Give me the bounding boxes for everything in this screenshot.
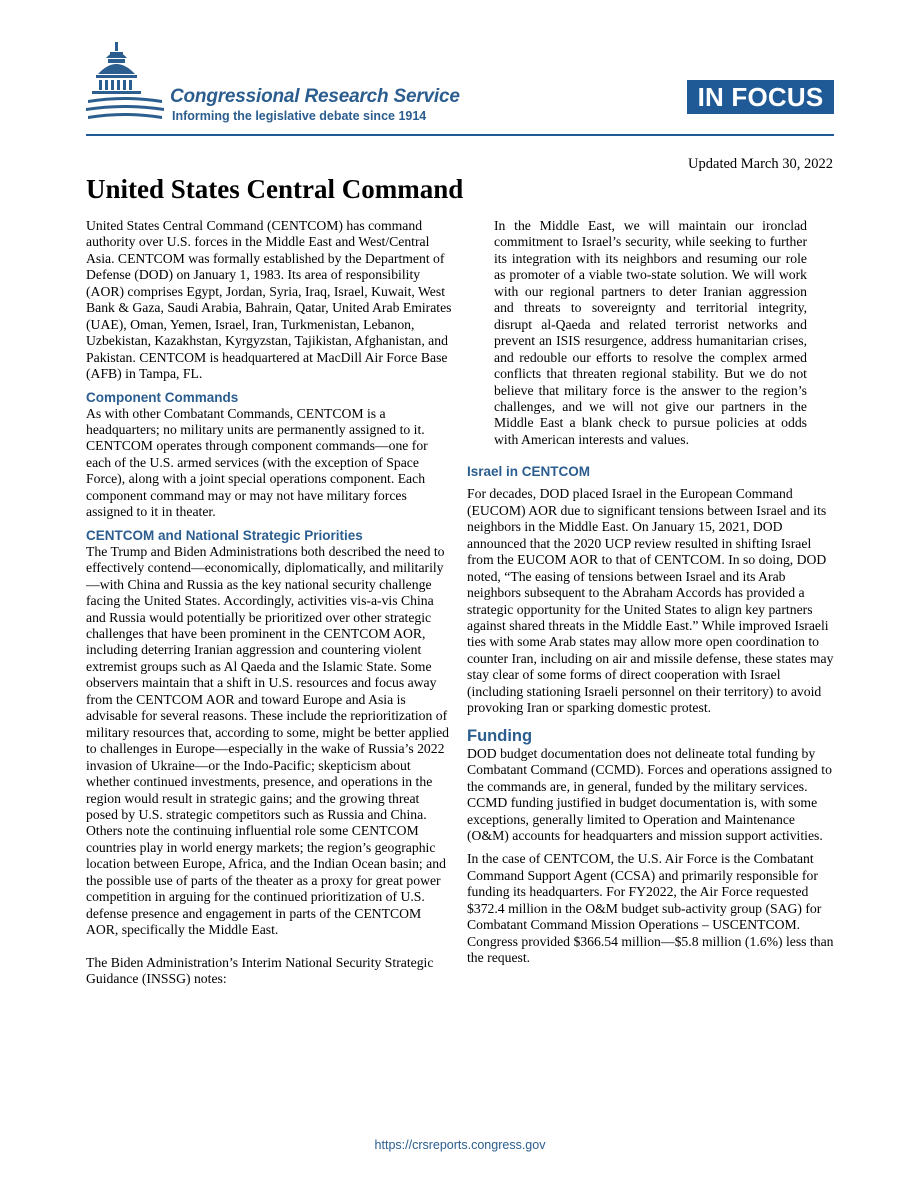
- inssg-quote: In the Middle East, we will maintain our ironclad commitment to Israel’s security, while seeking to further its integration with its neighbors and resuming our role as promoter of a viable two-state solution. We will work with our regional partners to deter Iranian aggression and threats to sovereignty and territorial integrity, disrupt al-Qaeda and related terrorist networks and prevent an ISIS resurgence, address humanitarian crises, and redouble our efforts to resolve the complex armed conflicts that threaten regional stability. But we do not believe that military force is the answer to the region’s challenges, and we will not give our partners in the Middle East a blank check to pursue policies at odds with American interests and values.: [494, 218, 807, 447]
- updated-date: Updated March 30, 2022: [688, 156, 833, 172]
- priorities-heading: CENTCOM and National Strategic Priorities: [86, 527, 363, 543]
- israel-paragraph: For decades, DOD placed Israel in the European Command (EUCOM) AOR due to significant tensions between Israel and its neighbors in the Middle East. On January 15, 2021, DOD announced that the 2020 UCP review resulted in shifting Israel from the EUCOM AOR to that of CENTCOM. In so doing, DOD noted, “The easing of tensions between Israel and its Arab neighbors subsequent to the Abraham Accords has provided a strategic opportunity for the United States to align key partners against shared threats in the Middle East.” While improved Israeli ties with some Arab states may allow more open coordination to counter Iran, including on air and missile defense, these states may stay clear of some forms of direct cooperation with Israel (including stationing Israeli personnel on their territory) to avoid provoking Iran or sparking domestic protest.: [467, 486, 834, 716]
- funding-paragraph-1: DOD budget documentation does not delineate total funding by Combatant Command (CCMD). Forces and operations assigned to the commands are, in general, funded by the military services. CCMD funding justified in budget documentation is, with some exceptions, generally limited to Operation and Maintenance (O&M) accounts for headquarters and mission support activities.: [467, 745, 832, 843]
- organization-tagline: Informing the legislative debate since 1914: [172, 109, 427, 123]
- footer-url-link[interactable]: https://crsreports.congress.gov: [374, 1138, 546, 1152]
- header-divider: [86, 134, 834, 136]
- series-badge: IN FOCUS: [687, 80, 834, 114]
- component-commands-paragraph: As with other Combatant Commands, CENTCOM is a headquarters; no military units are permanently assigned to it. CENTCOM operates through component commands—one for each of the U.S. armed services (with the exception of Space Force), along with a joint special operations component. Each component command may or may not have military forces assigned to it in theater.: [86, 405, 428, 520]
- right-column: [467, 218, 835, 967]
- inssg-intro-paragraph: The Biden Administration’s Interim National Security Strategic Guidance (INSSG) notes:: [86, 954, 434, 987]
- page-title: United States Central Command: [86, 174, 464, 204]
- israel-heading: Israel in CENTCOM: [467, 464, 591, 480]
- funding-heading: Funding: [467, 726, 533, 745]
- left-column: [86, 218, 452, 987]
- priorities-paragraph: The Trump and Biden Administrations both described the need to effectively contend—economically, diplomatically, and militarily—with China and Russia as the key national security challenge facing the United States. Accordingly, activities vis-a-vis China and Russia would potentially be prioritized over other strategic challenges that have been prominent in the CENTCOM AOR, including deterring Iranian aggression and countering violent extremist groups such as Al Qaeda and the Islamic State. Some observers maintain that a shift in U.S. resources and focus away from the CENTCOM AOR and toward Europe and Asia is advisable for several reasons. These include the reprioritization of military resources that, according to some, might be better applied to challenges in Europe—especially in the wake of Russia’s 2022 invasion of Ukraine—or the Indo-Pacific; skepticism about whether continued investments, presence, and operations in the region would result in strategic gains; and the growing threat posed by U.S. strategic competitors such as Russia and China. Others note the continuing influential role some CENTCOM countries play in world energy markets; the region’s geographic location between Europe, Africa, and the Indian Ocean basin; and the possible use of parts of the theater as a proxy for great power competition in arguing for the continued prioritization of U.S. defense presence and engagement in parts of the CENTCOM AOR, specifically the Middle East.: [86, 543, 449, 938]
- component-commands-heading: Component Commands: [86, 389, 239, 405]
- capitol-dome-icon: [84, 40, 168, 130]
- organization-name: Congressional Research Service: [170, 86, 460, 107]
- intro-paragraph: United States Central Command (CENTCOM) has command authority over U.S. forces in the Middle East and West/Central Asia. CENTCOM was formally established by the Department of Defense (DOD) on January 1, 1983. Its area of responsibility (AOR) comprises Egypt, Jordan, Syria, Iraq, Israel, Kuwait, West Bank & Gaza, Saudi Arabia, Bahrain, Qatar, United Arab Emirates (UAE), Oman, Yemen, Israel, Iran, Turkmenistan, Lebanon, Uzbekistan, Kazakhstan, Kyrgyzstan, Tajikistan, Afghanistan, and Pakistan. CENTCOM is headquartered at MacDill Air Force Base (AFB) in Tampa, FL.: [86, 218, 452, 382]
- funding-paragraph-2: In the case of CENTCOM, the U.S. Air Force is the Combatant Command Support Agent (CCSA) and primarily responsible for funding its headquarters. For FY2022, the Air Force requested $372.4 million in the O&M budget sub-activity group (SAG) for Combatant Command Mission Operations – USCENTCOM. Congress provided $366.54 million—$5.8 million (1.6%) less than the request.: [467, 851, 834, 966]
